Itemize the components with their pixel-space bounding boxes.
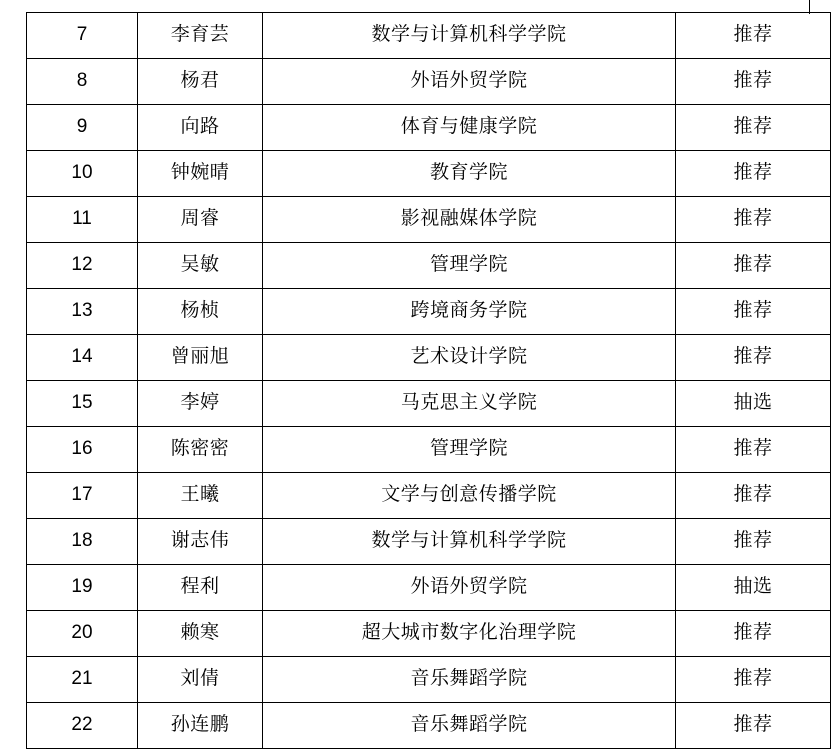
- row-name: 李育芸: [138, 13, 263, 59]
- row-name: 吴敏: [138, 243, 263, 289]
- row-college: 数学与计算机科学学院: [263, 13, 676, 59]
- row-method: 推荐: [676, 703, 831, 749]
- row-college: 外语外贸学院: [263, 59, 676, 105]
- row-method: 推荐: [676, 473, 831, 519]
- row-index: 7: [27, 13, 138, 59]
- row-college: 跨境商务学院: [263, 289, 676, 335]
- row-college: 音乐舞蹈学院: [263, 657, 676, 703]
- row-index: 15: [27, 381, 138, 427]
- roster-table-body: [27, 13, 831, 749]
- row-name: 向路: [138, 105, 263, 151]
- table-row: [27, 519, 831, 565]
- row-index: 12: [27, 243, 138, 289]
- row-college: 超大城市数字化治理学院: [263, 611, 676, 657]
- row-name: 刘倩: [138, 657, 263, 703]
- row-method: 推荐: [676, 197, 831, 243]
- row-college: 数学与计算机科学学院: [263, 519, 676, 565]
- row-name: 程利: [138, 565, 263, 611]
- row-name: 钟婉晴: [138, 151, 263, 197]
- table-row: [27, 473, 831, 519]
- row-method: 抽选: [676, 381, 831, 427]
- row-index: 20: [27, 611, 138, 657]
- row-index: 16: [27, 427, 138, 473]
- row-method: 推荐: [676, 151, 831, 197]
- row-college: 艺术设计学院: [263, 335, 676, 381]
- row-method: 推荐: [676, 289, 831, 335]
- row-index: 14: [27, 335, 138, 381]
- row-method: 推荐: [676, 611, 831, 657]
- row-name: 孙连鹏: [138, 703, 263, 749]
- row-method: 推荐: [676, 13, 831, 59]
- row-method: 推荐: [676, 335, 831, 381]
- table-row: [27, 657, 831, 703]
- row-index: 10: [27, 151, 138, 197]
- table-row: [27, 243, 831, 289]
- table-row: [27, 197, 831, 243]
- row-college: 管理学院: [263, 427, 676, 473]
- row-method: 推荐: [676, 519, 831, 565]
- row-index: 13: [27, 289, 138, 335]
- row-college: 体育与健康学院: [263, 105, 676, 151]
- row-index: 22: [27, 703, 138, 749]
- table-row: [27, 151, 831, 197]
- row-index: 19: [27, 565, 138, 611]
- table-row: [27, 105, 831, 151]
- row-name: 赖寒: [138, 611, 263, 657]
- table-row: [27, 427, 831, 473]
- row-college: 影视融媒体学院: [263, 197, 676, 243]
- row-method: 推荐: [676, 427, 831, 473]
- table-row: [27, 335, 831, 381]
- table-row: [27, 703, 831, 749]
- row-method: 推荐: [676, 657, 831, 703]
- row-index: 11: [27, 197, 138, 243]
- row-college: 音乐舞蹈学院: [263, 703, 676, 749]
- table-row: [27, 59, 831, 105]
- row-name: 杨君: [138, 59, 263, 105]
- row-name: 周睿: [138, 197, 263, 243]
- row-method: 推荐: [676, 243, 831, 289]
- row-index: 17: [27, 473, 138, 519]
- table-row: [27, 565, 831, 611]
- row-college: 管理学院: [263, 243, 676, 289]
- row-method: 推荐: [676, 105, 831, 151]
- table-row: [27, 13, 831, 59]
- row-college: 马克思主义学院: [263, 381, 676, 427]
- row-college: 外语外贸学院: [263, 565, 676, 611]
- row-name: 陈密密: [138, 427, 263, 473]
- table-row: [27, 289, 831, 335]
- table-row: [27, 381, 831, 427]
- row-method: 推荐: [676, 59, 831, 105]
- row-college: 文学与创意传播学院: [263, 473, 676, 519]
- row-method: 抽选: [676, 565, 831, 611]
- row-name: 曾丽旭: [138, 335, 263, 381]
- row-index: 18: [27, 519, 138, 565]
- row-name: 王曦: [138, 473, 263, 519]
- roster-table: [26, 12, 831, 749]
- row-index: 8: [27, 59, 138, 105]
- row-name: 杨桢: [138, 289, 263, 335]
- row-name: 谢志伟: [138, 519, 263, 565]
- row-index: 21: [27, 657, 138, 703]
- row-index: 9: [27, 105, 138, 151]
- row-name: 李婷: [138, 381, 263, 427]
- row-college: 教育学院: [263, 151, 676, 197]
- roster-table-container: [26, 12, 810, 749]
- table-row: [27, 611, 831, 657]
